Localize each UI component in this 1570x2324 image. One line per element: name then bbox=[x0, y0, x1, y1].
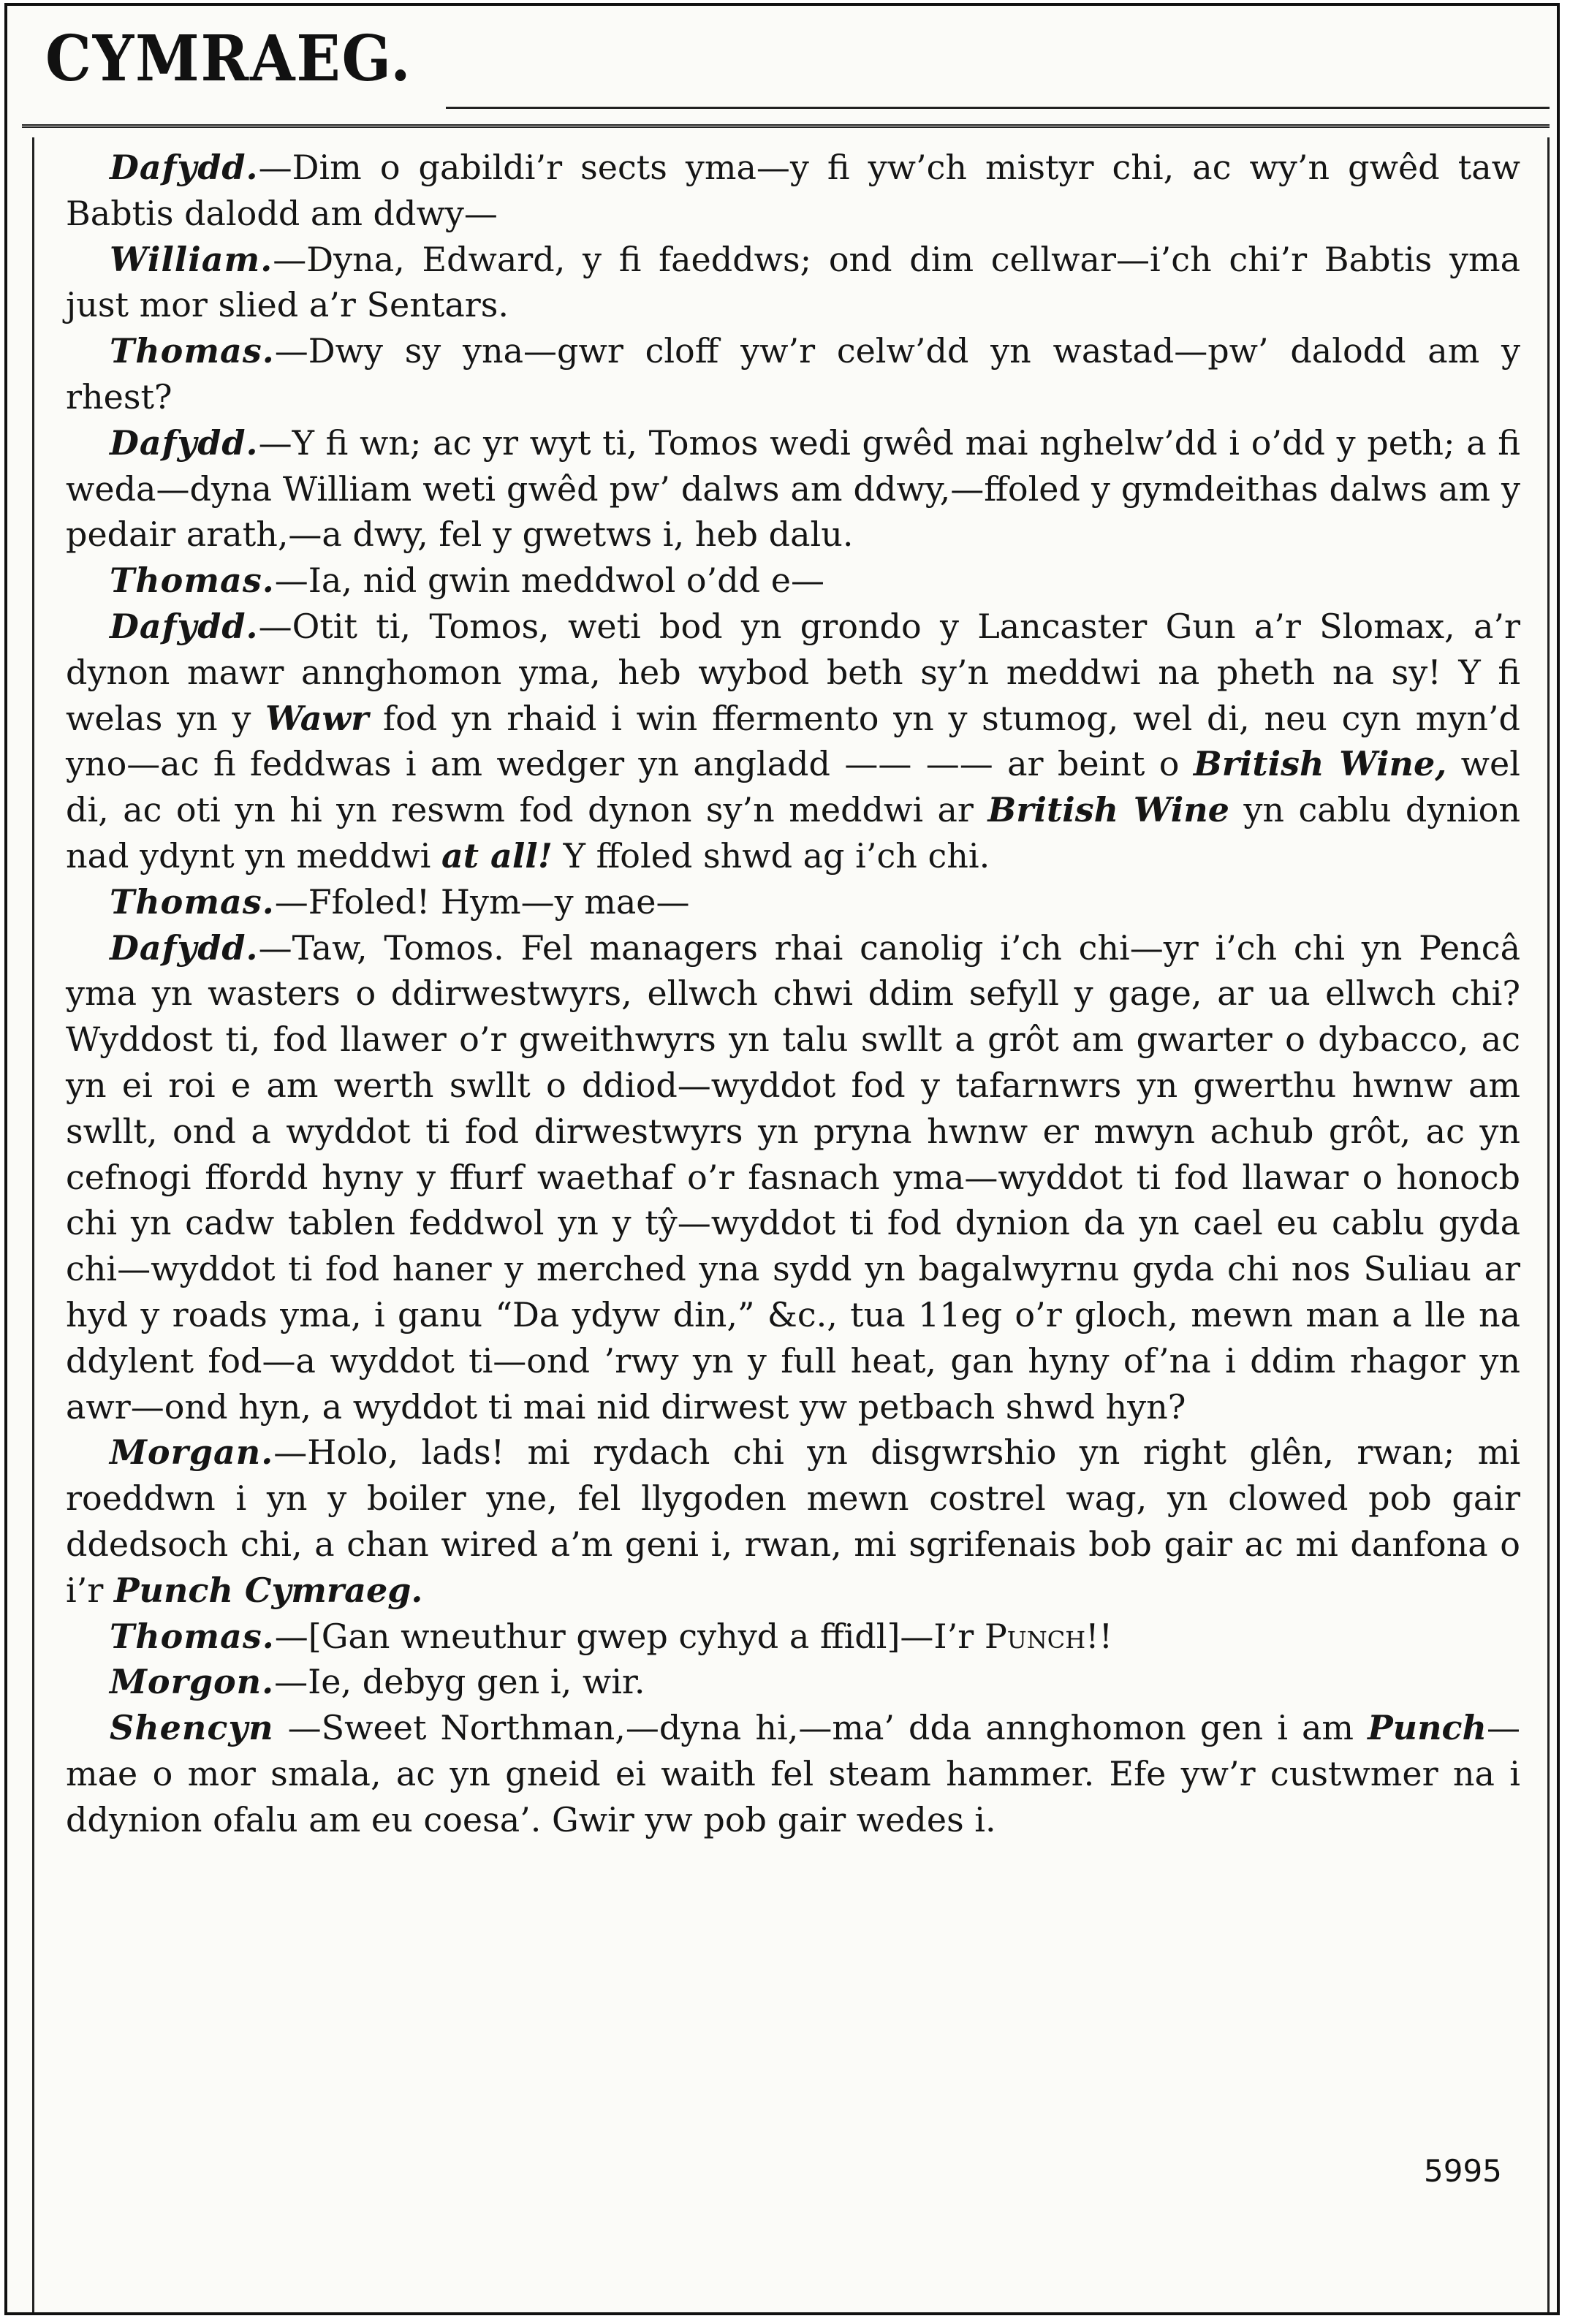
article-column bbox=[66, 145, 1520, 1842]
dialogue-paragraph bbox=[66, 604, 1520, 879]
dialogue-text: —Sweet Northman,—dyna hi,—ma’ dda annghomon gen i am bbox=[273, 1708, 1368, 1748]
dialogue-text: !! bbox=[1085, 1616, 1113, 1656]
dialogue-paragraph bbox=[66, 420, 1520, 558]
emphasis-text: Wawr bbox=[265, 698, 369, 738]
dialogue-text: —Dyna, Edward, y fi faeddws; ond dim cellwar—i’ch chi’r Babtis yma just mor slied a’r Sentars. bbox=[66, 239, 1520, 325]
speaker-name: Morgan. bbox=[110, 1432, 274, 1473]
emphasis-text: Punch Cymraeg. bbox=[113, 1570, 423, 1610]
speaker-name: Dafydd. bbox=[110, 148, 259, 187]
dialogue-paragraph bbox=[66, 145, 1520, 237]
newspaper-page bbox=[4, 3, 1560, 2315]
page-number: 5995 bbox=[1419, 2153, 1506, 2189]
emphasis-text: at all! bbox=[441, 835, 553, 876]
dialogue-text: wel di, ac oti yn hi yn reswm fod dynon sy’n meddwi ar bbox=[66, 744, 1520, 830]
header-title: CYMRAEG. bbox=[45, 22, 412, 96]
speaker-name: Thomas. bbox=[110, 1616, 275, 1656]
dialogue-text: —Y fi wn; ac yr wyt ti, Tomos wedi gwêd mai nghelw’dd i o’dd y peth; a fi weda—dyna William weti gwêd pw’ dalws am ddwy,—ffoled y gymdeithas dalws am y pedair arath,—a dwy, fel y gwetws i, heb dalu. bbox=[66, 422, 1520, 555]
dialogue-text: —Ia, nid gwin meddwol o’dd e— bbox=[274, 561, 824, 601]
speaker-name: Dafydd. bbox=[110, 606, 259, 646]
emphasis-text: Punch bbox=[1368, 1708, 1487, 1748]
dialogue-paragraph bbox=[66, 1705, 1520, 1842]
dialogue-paragraph bbox=[66, 1429, 1520, 1613]
dialogue-text: —Holo, lads! mi rydach chi yn disgwrshio yn right glên, rwan; mi roeddwn i yn y boiler yne, fel llygoden mewn costrel wag, yn clowed pob gair ddedsoch chi, a chan wired a’m geni i, rwan, mi sgrifenais bob gair ac mi danfona o i’r bbox=[66, 1432, 1520, 1610]
dialogue-text: Y ffoled shwd ag i’ch chi. bbox=[552, 835, 990, 876]
header-rule bbox=[446, 107, 1550, 109]
dialogue-paragraph bbox=[66, 879, 1520, 925]
speaker-name: Shencyn bbox=[110, 1708, 274, 1748]
dialogue-text: —Ie, debyg gen i, wir. bbox=[274, 1662, 645, 1702]
speaker-name: Dafydd. bbox=[110, 422, 259, 463]
dialogue-paragraph bbox=[66, 328, 1520, 420]
dialogue-paragraph bbox=[66, 1659, 1520, 1705]
speaker-name: Thomas. bbox=[110, 881, 275, 922]
header-double-rule bbox=[22, 124, 1550, 128]
column-rule-right bbox=[1547, 137, 1550, 2312]
dialogue-text: yn cablu dynion nad ydynt yn meddwi bbox=[66, 790, 1520, 876]
dialogue-paragraph bbox=[66, 925, 1520, 1430]
emphasis-text: British Wine, bbox=[1193, 744, 1447, 784]
dialogue-text: —Dwy sy yna—gwr cloff yw’r celw’dd yn wastad—pw’ dalodd am y rhest? bbox=[66, 331, 1520, 417]
speaker-name: Morgon. bbox=[110, 1662, 275, 1702]
dialogue-paragraph bbox=[66, 558, 1520, 604]
dialogue-paragraph bbox=[66, 237, 1520, 329]
column-rule-left bbox=[32, 137, 34, 2312]
speaker-name: Thomas. bbox=[110, 331, 275, 371]
dialogue-text: —Ffoled! Hym—y mae— bbox=[274, 881, 690, 922]
speaker-name: Dafydd. bbox=[110, 927, 259, 968]
dialogue-text: —Otit ti, Tomos, weti bod yn grondo y Lancaster Gun a’r Slomax, a’r dynon mawr annghomon yma, heb wybod beth sy’n meddwi na pheth na sy! Y fi welas yn y bbox=[66, 606, 1520, 738]
dialogue-text: fod yn rhaid i win ffermento yn y stumog, wel di, neu cyn myn’d yno—ac fi feddwas i am wedger yn angladd —— —— ar beint o bbox=[66, 698, 1521, 784]
emphasis-text: British Wine bbox=[987, 790, 1229, 830]
dialogue-paragraph bbox=[66, 1614, 1520, 1660]
speaker-name: Thomas. bbox=[110, 561, 275, 601]
dialogue-text: —[Gan wneuthur gwep cyhyd a ffidl]—I’r bbox=[274, 1616, 985, 1656]
small-caps-text: Punch bbox=[984, 1616, 1086, 1656]
dialogue-text: —Taw, Tomos. Fel managers rhai canolig i’ch chi—yr i’ch chi yn Pencâ yma yn wasters o ddirwestwyrs, ellwch chwi ddim sefyll y gage, ar ua ellwch chi? Wyddost ti, fod llawer o’r gweithwyrs yn talu swllt a grôt am gwarter o dybacco, ac yn ei roi e am werth swllt o ddiod—wyddot fod y tafarnwrs yn gwerthu hwnw am swllt, ond a wyddot ti fod dirwestwyrs yn pryna hwnw er mwyn achub grôt, ac yn cefnogi ffordd hyny y ffurf waethaf o’r fasnach yma—wyddot ti fod llawar o honocb chi yn cadw tablen feddwol yn y tŷ—wyddot ti fod dynion da yn cael eu cablu gyda chi—wyddot ti fod haner y merched yna sydd yn bagalwyrnu gyda chi nos Suliau ar hyd y roads yma, i ganu “Da ydyw din,” &c., tua 11eg o’r gloch, mewn man a lle na ddylent fod—a wyddot ti—ond ’rwy yn y full heat, gan hyny of’na i ddim rhagor yn awr—ond hyn, a wyddot ti mai nid dirwest yw petbach shwd hyn? bbox=[66, 927, 1520, 1427]
dialogue-text: —mae o mor smala, ac yn gneid ei waith fel steam hammer. Efe yw’r custwmer na i ddynion ofalu am eu coesa’. Gwir yw pob gair wedes i. bbox=[66, 1708, 1520, 1839]
speaker-name: William. bbox=[110, 239, 273, 279]
dialogue-text: —Dim o gabildi’r sects yma—y fi yw’ch mistyr chi, ac wy’n gwêd taw Babtis dalodd am ddwy— bbox=[66, 148, 1520, 233]
